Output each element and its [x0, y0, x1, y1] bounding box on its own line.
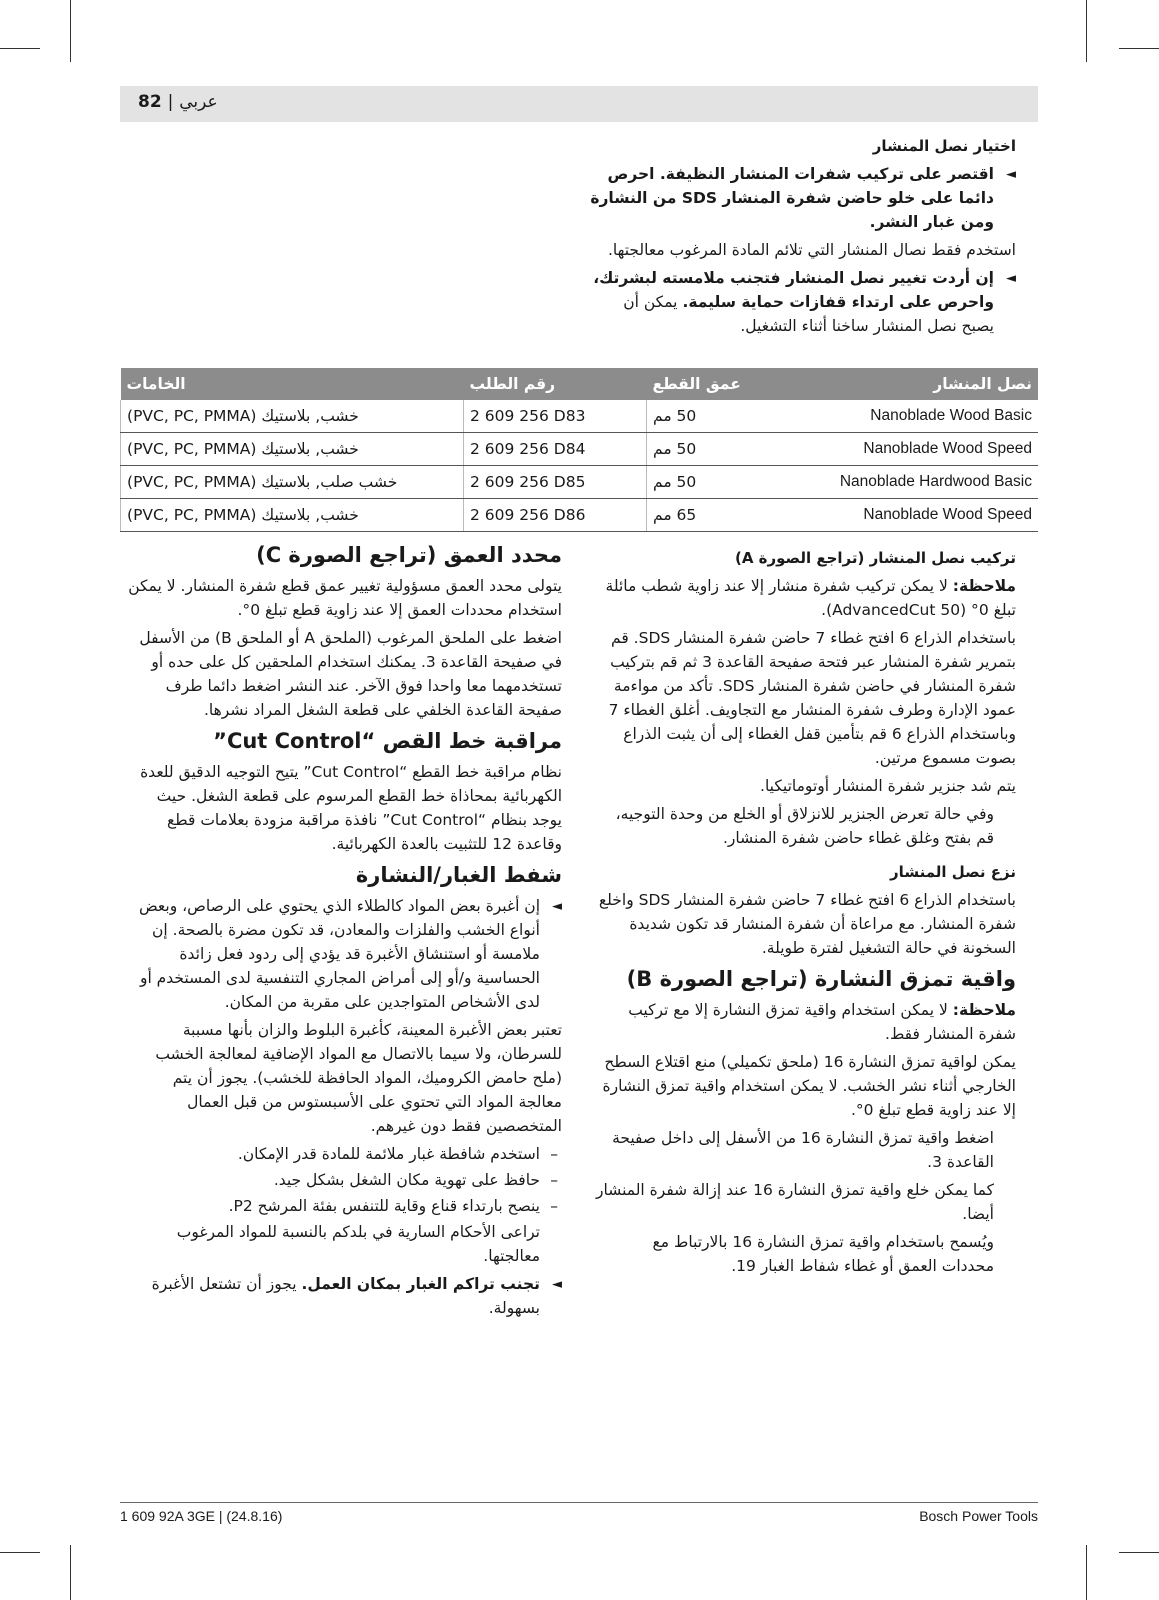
dust-paragraph: تعتبر بعض الأغبرة المعينة، كأغبرة البلوط والزان بأنها مسببة للسرطان، ولا سيما بالاتصال مع المواد الإضافية لمعالجة الخشب (ملح حامض الكروميك، المواد الحافظة للخشب). يجوز أن يتم معالجة المواد التي تحتوي على الأسبستوس من قبل العمال المتخصصين فقط دون غيرهم.	[155, 1021, 562, 1135]
note-label: ملاحظة:	[952, 577, 1016, 595]
cell-blade-name: Nanoblade Wood Speed	[789, 433, 1038, 466]
dust-dash-1: – استخدم شافطة غبار ملائمة للمادة قدر الإمكان.	[237, 1145, 558, 1163]
dust-bullet-2-rest: يجوز أن تشتعل الأغبرة بسهولة.	[151, 1275, 540, 1317]
cell-order-number: 2 609 256 D83	[464, 400, 647, 433]
splinter-guard-title: واقية تمزق النشارة (تراجع الصورة B)	[626, 967, 1016, 991]
cell-cut-depth: 50 مم	[647, 400, 790, 433]
right-column	[596, 546, 1016, 1282]
cell-material: خشب صلب, بلاستيك (PVC, PC, PMMA)	[121, 466, 464, 499]
blade-insert-note	[596, 574, 1016, 622]
header-name: نصل المنشار	[789, 368, 1038, 400]
crop-mark	[0, 48, 40, 49]
dust-dash-2-text: حافظ على تهوية مكان الشغل بشكل جيد.	[273, 1171, 540, 1189]
dust-bullet-1-text: إن أغبرة بعض المواد كالطلاء الذي يحتوي على الرصاص، وبعض أنواع الخشب والفلزات والمعادن، قد تكون مضرة بالصحة. إن ملامسة أو استنشاق الأغبرة قد يؤدي إلى ردود فعل زائدة الحساسية و/أو إلى أمراض المجاري التنفسية لدى المستخدم أو لدى الأشخاص المتواجدين على مقربة من المكان.	[138, 897, 540, 1011]
intro-section	[590, 134, 1016, 342]
blade-insert-p3: وفي حالة تعرض الجنزير للانزلاق أو الخلع من وحدة التوجيه، قم بفتح وغلق غطاء حاضن شفرة المنشار.	[615, 805, 994, 847]
cell-order-number: 2 609 256 D86	[464, 499, 647, 532]
intro-bullet-2	[590, 266, 1016, 338]
bullet-triangle-icon: ◄	[552, 899, 562, 914]
intro-bullet-2-rest: يمكن أن يصبح نصل المنشار ساخنا أثناء التشغيل.	[623, 293, 994, 335]
bullet-triangle-icon: ◄	[1006, 167, 1016, 182]
cell-blade-name: Nanoblade Hardwood Basic	[789, 466, 1038, 499]
blade-remove-p1: باستخدام الذراع 6 افتح غطاء 7 حاضن شفرة المنشار SDS واخلع شفرة المنشار. مع مراعاة أن شفرة المنشار قد تكون شديدة السخونة في حالة التشغيل لفترة طويلة.	[598, 891, 1016, 957]
table-row	[121, 499, 1039, 532]
header-separator: |	[167, 92, 174, 112]
page-number-label	[138, 92, 218, 112]
table-row	[121, 433, 1039, 466]
intro-title: اختيار نصل المنشار	[872, 137, 1016, 155]
splinter-guard-p1: يمكن لواقية تمزق النشارة 16 (ملحق تكميلي) منع اقتلاع السطح الخارجي أثناء نشر الخشب. لا يمكن استخدام واقية تمزق النشارة إلا عند زاوية قطع تبلغ 0°.	[602, 1053, 1016, 1119]
crop-mark	[1119, 1552, 1159, 1553]
dust-bullet-1	[126, 894, 562, 1014]
note-text: لا يمكن استخدام واقية تمزق النشارة إلا مع تركيب شفرة المنشار فقط.	[628, 1001, 1016, 1043]
header-material: الخامات	[121, 368, 464, 400]
splinter-guard-p2: اضغط واقية تمزق النشارة 16 من الأسفل إلى داخل صفيحة القاعدة 3.	[612, 1129, 994, 1171]
cell-cut-depth: 50 مم	[647, 433, 790, 466]
header-number: رقم الطلب	[464, 368, 647, 400]
table-row	[121, 466, 1039, 499]
crop-mark	[70, 0, 71, 62]
dust-regulations: تراعى الأحكام السارية في بلدكم بالنسبة للمواد المرغوب معالجتها.	[176, 1223, 540, 1265]
blade-remove-title: نزع نصل المنشار	[890, 863, 1016, 881]
depth-stop-p1: يتولى محدد العمق مسؤولية تغيير عمق قطع شفرة المنشار. لا يمكن استخدام محددات العمق إلا عند زاوية قطع تبلغ 0°.	[128, 577, 562, 619]
page-number: 82	[138, 92, 162, 112]
footer-brand: Bosch Power Tools	[919, 1508, 1038, 1524]
crop-mark	[70, 1545, 71, 1600]
note-label: ملاحظة:	[952, 1001, 1016, 1019]
crop-mark	[0, 1552, 40, 1553]
page-header	[120, 86, 1038, 122]
crop-mark	[1086, 1545, 1087, 1600]
dust-dash-1-text: استخدم شافطة غبار ملائمة للمادة قدر الإمكان.	[237, 1145, 540, 1163]
intro-bullet-1-text: اقتصر على تركيب شفرات المنشار النظيفة. احرص دائما على خلو حاضن شفرة المنشار SDS من النشارة ومن غبار النشر.	[590, 165, 994, 231]
header-depth: عمق القطع	[647, 368, 790, 400]
splinter-guard-note	[596, 998, 1016, 1046]
cell-material: خشب, بلاستيك (PVC, PC, PMMA)	[121, 499, 464, 532]
intro-bullet-2-bold: إن أردت تغيير نصل المنشار فتجنب ملامسته لبشرتك، واحرص على ارتداء قفازات حماية سليمة.	[593, 269, 994, 311]
saw-blade-table	[120, 368, 1038, 532]
cell-cut-depth: 65 مم	[647, 499, 790, 532]
header-language: عربي	[179, 92, 218, 112]
intro-paragraph: استخدم فقط نصال المنشار التي تلائم المادة المرغوب معالجتها.	[607, 241, 1016, 259]
note-text: لا يمكن تركيب شفرة منشار إلا عند زاوية شطب مائلة تبلغ 0° (AdvancedCut 50).	[605, 577, 1016, 619]
cell-material: خشب, بلاستيك (PVC, PC, PMMA)	[121, 433, 464, 466]
blade-insert-title: تركيب نصل المنشار (تراجع الصورة A)	[734, 549, 1016, 567]
crop-mark	[1119, 48, 1159, 49]
cell-blade-name: Nanoblade Wood Basic	[789, 400, 1038, 433]
cell-cut-depth: 50 مم	[647, 466, 790, 499]
splinter-guard-p4: ويُسمح باستخدام واقية تمزق النشارة 16 بالارتباط مع محددات العمق أو غطاء شفاط الغبار 19.	[652, 1233, 994, 1275]
dust-dash-2: – حافظ على تهوية مكان الشغل بشكل جيد.	[273, 1171, 558, 1189]
left-column	[126, 540, 562, 1324]
depth-stop-title: محدد العمق (تراجع الصورة C)	[256, 543, 562, 567]
blade-insert-p2: يتم شد جنزير شفرة المنشار أوتوماتيكيا.	[760, 777, 1016, 795]
blade-insert-p1: باستخدام الذراع 6 افتح غطاء 7 حاضن شفرة المنشار SDS. قم بتمرير شفرة المنشار عبر فتحة صفيحة القاعدة 3 ثم قم بتركيب شفرة المنشار في حاضن شفرة المنشار SDS. تأكد من مواءمة عمود الإدارة وطرف شفرة المنشار مع التجاويف. أغلق الغطاء 7 وباستخدام الذراع 6 قم بتأمين قفل الغطاء إلى أن يثبت الذراع بصوت مسموع مرتين.	[608, 629, 1016, 767]
cell-blade-name: Nanoblade Wood Speed	[789, 499, 1038, 532]
bullet-triangle-icon: ◄	[552, 1277, 562, 1292]
cut-control-title: مراقبة خط القص “Cut Control”	[213, 729, 562, 753]
table-row	[121, 400, 1039, 433]
cell-order-number: 2 609 256 D85	[464, 466, 647, 499]
cell-order-number: 2 609 256 D84	[464, 433, 647, 466]
footer-doc-id: 1 609 92A 3GE | (24.8.16)	[120, 1508, 283, 1524]
depth-stop-p2: اضغط على الملحق المرغوب (الملحق A أو الملحق B) من الأسفل في صفيحة القاعدة 3. يمكنك استخدام الملحقين كل على حده أو تستخدمهما معا واحدا فوق الآخر. عند النشر اضغط دائما طرف صفيحة القاعدة الخلفي على قطعة الشغل المراد نشرها.	[139, 629, 562, 719]
cell-material: خشب, بلاستيك (PVC, PC, PMMA)	[121, 400, 464, 433]
dust-bullet-2	[126, 1272, 562, 1320]
dust-dash-3: – ينصح بارتداء قناع وقاية للتنفس بفئة المرشح P2.	[228, 1197, 558, 1215]
footer-rule	[120, 1502, 1038, 1503]
bullet-triangle-icon: ◄	[1006, 271, 1016, 286]
dust-extraction-title: شفط الغبار/النشارة	[355, 863, 562, 887]
dust-bullet-2-bold: تجنب تراكم الغبار بمكان العمل.	[301, 1275, 540, 1293]
table-header-row	[121, 368, 1039, 400]
splinter-guard-p3: كما يمكن خلع واقية تمزق النشارة 16 عند إزالة شفرة المنشار أيضا.	[596, 1181, 994, 1223]
dust-dash-3-text: ينصح بارتداء قناع وقاية للتنفس بفئة المرشح P2.	[228, 1197, 540, 1215]
cut-control-p1: نظام مراقبة خط القطع “Cut Control” يتيح التوجيه الدقيق للعدة الكهربائية بمحاذاة خط القطع المرسوم على قطعة الشغل. حيث يوجد بنظام “Cut Control” نافذة مراقبة مزودة بعلامات قطع وقاعدة 12 للتثبيت بالعدة الكهربائية.	[140, 763, 562, 853]
intro-bullet-1	[590, 162, 1016, 234]
crop-mark	[1086, 0, 1087, 62]
